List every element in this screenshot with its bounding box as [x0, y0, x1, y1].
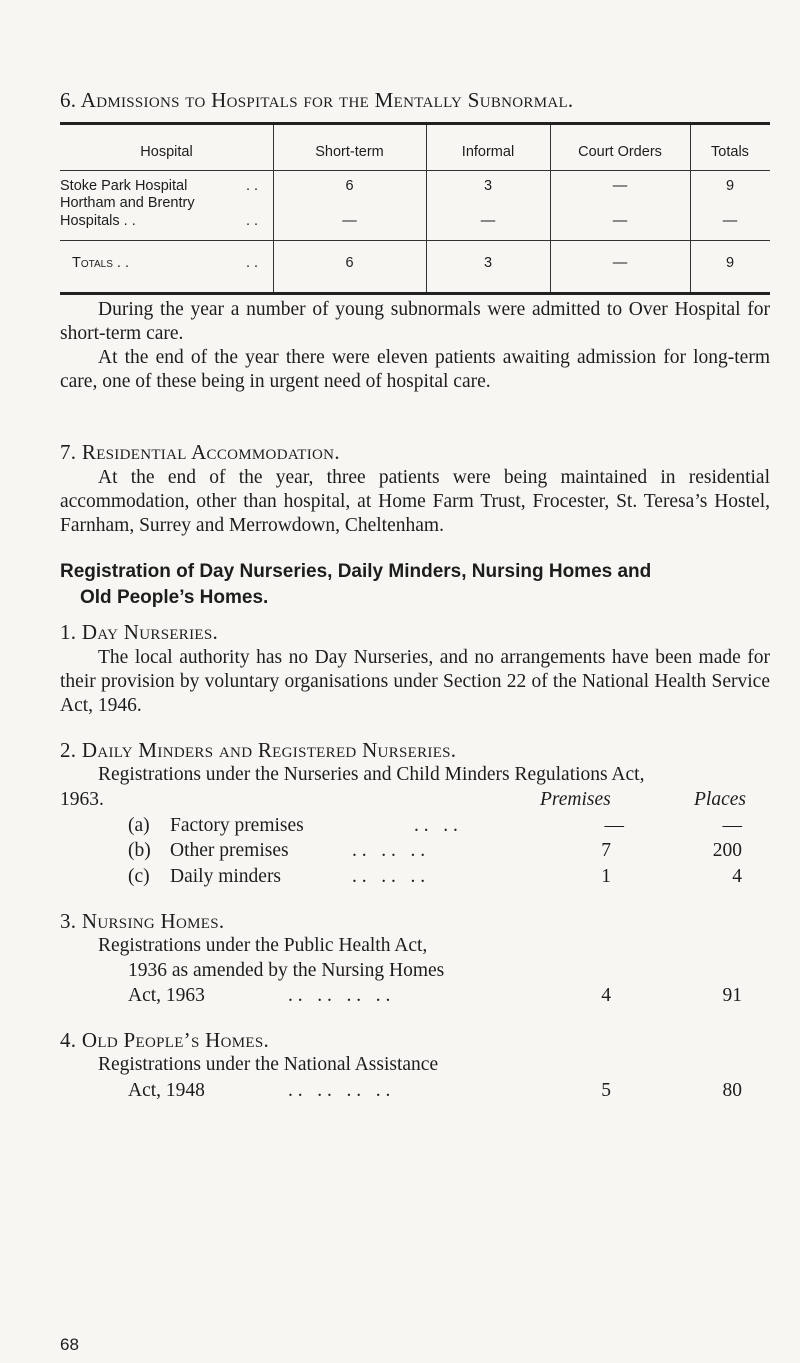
- col-premises-header: Premises: [540, 789, 611, 810]
- page-number: 68: [60, 1335, 79, 1354]
- totals-short: 6: [345, 255, 354, 271]
- item-3-heading: 3. Nursing Homes.: [60, 909, 225, 933]
- item-2-row-c-dots: . . . . . .: [352, 866, 426, 887]
- section-6-heading: 6. Admissions to Hospitals for the Mentally Subnormal.: [60, 88, 574, 112]
- item-2-row-b-premises: 7: [601, 840, 611, 861]
- col-places-header: Places: [694, 789, 746, 810]
- row-stoke-park-name: Stoke Park Hospital: [60, 178, 188, 194]
- row-hortham-name-1: Hortham and Brentry: [60, 195, 195, 211]
- totals-leader: . .: [246, 255, 259, 271]
- row-hortham-total: —: [722, 213, 738, 229]
- item-3-dots: . . . . . . . .: [288, 985, 391, 1006]
- item-2-row-b-places: 200: [712, 840, 742, 861]
- item-2-intro: Registrations under the Nurseries and Child Minders Regulations Act,: [98, 764, 645, 785]
- totals-informal: 3: [483, 255, 493, 271]
- item-4-line-1: Registrations under the National Assistance: [98, 1054, 439, 1075]
- section-7-body: [60, 466, 770, 538]
- table-top-rule: [60, 122, 770, 125]
- item-2-heading: 2. Daily Minders and Registered Nurseries.: [60, 738, 457, 762]
- item-2-row-b-label: (b): [128, 840, 151, 861]
- item-2-row-a-text: Factory premises: [170, 815, 304, 836]
- row-hortham-informal: —: [480, 213, 496, 229]
- item-3-places: 91: [722, 985, 742, 1006]
- item-3-premises: 4: [601, 985, 611, 1006]
- item-2-row-c-premises: 1: [601, 866, 611, 887]
- header-short-term: Short-term: [315, 144, 384, 160]
- item-3-line-2: 1936 as amended by the Nursing Homes: [128, 960, 445, 981]
- item-2-row-b-text: Other premises: [170, 840, 289, 861]
- item-2-row-b-dots: . . . . . .: [352, 840, 426, 861]
- row-stoke-park-leader: . .: [246, 178, 259, 194]
- item-1-heading: 1. Day Nurseries.: [60, 620, 219, 644]
- section-7-heading: 7. Residential Accommodation.: [60, 440, 340, 464]
- item-2-row-a-premises: —: [604, 815, 624, 836]
- section-6-para-2: At the end of the year there were eleven patients awaiting admission for long-term care, one of these being in urgent need of hospital care.: [60, 347, 770, 392]
- header-court-orders: Court Orders: [578, 144, 662, 160]
- section-6-paragraphs: [60, 298, 770, 394]
- row-hortham-name-2: Hospitals . .: [60, 213, 136, 229]
- section-6-para-1: During the year a number of young subnormals were admitted to Over Hospital for short-term care.: [60, 299, 770, 344]
- row-stoke-park-total: 9: [725, 178, 735, 194]
- item-4-dots: . . . . . . . .: [288, 1080, 391, 1101]
- table-body-rule: [60, 240, 770, 241]
- item-2-row-c-label: (c): [128, 866, 150, 887]
- item-3-line-1: Registrations under the Public Health Act,: [98, 935, 428, 956]
- header-totals: Totals: [711, 144, 749, 160]
- item-4-heading: 4. Old People’s Homes.: [60, 1028, 270, 1052]
- row-stoke-park-informal: 3: [483, 178, 493, 194]
- item-4-premises: 5: [601, 1080, 611, 1101]
- totals-label: Totals . .: [72, 255, 130, 271]
- item-4-line-2: Act, 1948: [128, 1080, 205, 1101]
- row-hortham-court: —: [612, 213, 628, 229]
- item-2-intro-year: 1963.: [60, 789, 104, 810]
- item-2-row-a-label: (a): [128, 815, 150, 836]
- section-7-para: At the end of the year, three patients were being maintained in residential accommodation, other than hospital, at Home Farm Trust, Frocester, St. Teresa’s Hostel, Farnham, Surrey and Merrowdown, Cheltenham.: [60, 467, 770, 536]
- item-2-row-a-places: —: [722, 815, 742, 836]
- table-header-rule: [60, 170, 770, 171]
- registration-heading-2: Old People’s Homes.: [80, 587, 269, 608]
- item-1-para: The local authority has no Day Nurseries, and no arrangements have been made for their provision by voluntary organisations under Section 22 of the National Health Service Act, 1946.: [60, 647, 770, 716]
- row-hortham-leader: . .: [246, 213, 259, 229]
- row-stoke-park-short: 6: [345, 178, 354, 194]
- item-4-places: 80: [722, 1080, 742, 1101]
- header-hospital: Hospital: [140, 144, 193, 160]
- row-stoke-park-court: —: [612, 178, 628, 194]
- item-3-line-3: Act, 1963: [128, 985, 205, 1006]
- row-hortham-short: —: [342, 213, 357, 229]
- totals-court: —: [612, 255, 628, 271]
- item-2-row-a-dots: . . . .: [414, 815, 458, 836]
- registration-heading-1: Registration of Day Nurseries, Daily Minders, Nursing Homes and: [60, 561, 652, 582]
- item-2-row-c-text: Daily minders: [170, 866, 282, 887]
- item-2-row-c-places: 4: [732, 866, 742, 887]
- item-1-body: [60, 646, 770, 718]
- table-bottom-rule: [60, 292, 770, 295]
- header-informal: Informal: [461, 144, 515, 160]
- totals-total: 9: [725, 255, 735, 271]
